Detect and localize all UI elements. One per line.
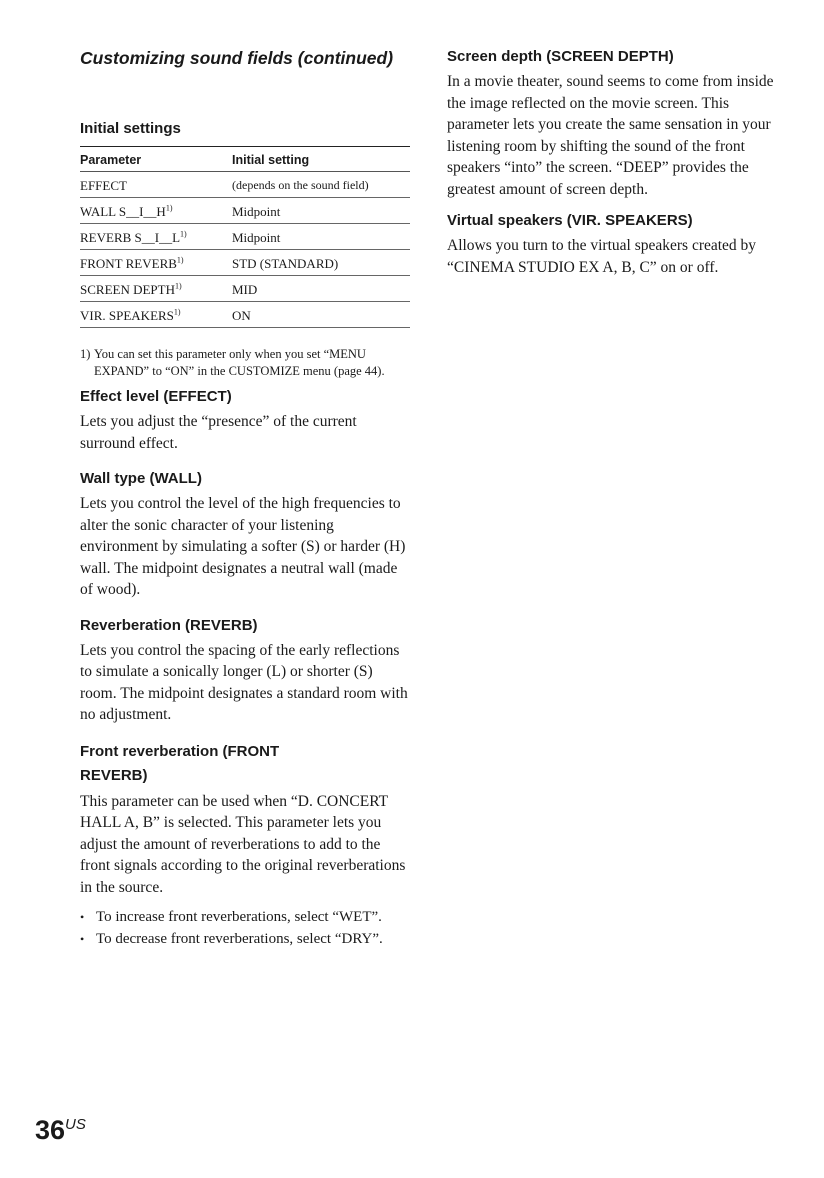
bullet-list bbox=[80, 906, 410, 950]
section-heading: Front reverberation (FRONT REVERB) bbox=[80, 742, 280, 784]
section-body: Lets you control the level of the high frequencies to alter the sonic character of your listening environment by simulating a softer (S) or harder (H) wall. The midpoint designates a neutral wall (made of wood). bbox=[80, 495, 406, 598]
section-heading: Screen depth (SCREEN DEPTH) bbox=[447, 48, 674, 65]
table-row bbox=[80, 302, 410, 328]
value-cell: Midpoint bbox=[232, 224, 410, 250]
footnote-text: You can set this parameter only when you set “MENU EXPAND” to “ON” in the CUSTOMIZE menu (page 44). bbox=[94, 347, 385, 378]
left-column bbox=[80, 46, 410, 950]
param-cell: FRONT REVERB$^{1)}$ bbox=[80, 250, 232, 276]
section-body: In a movie theater, sound seems to come from inside the image reflected on the movie screen. This parameter lets you create the same sensation in your listening room by shifting the sound of the front speakers “into” the screen. “DEEP” provides the greatest amount of screen depth. bbox=[447, 73, 774, 198]
param-cell: SCREEN DEPTH$^{1)}$ bbox=[80, 276, 232, 302]
section-heading: Reverberation (REVERB) bbox=[80, 616, 258, 634]
bullet-icon: • bbox=[80, 932, 85, 946]
list-item: • To decrease front reverberations, select “DRY”. bbox=[80, 928, 410, 950]
section-front-reverberation bbox=[80, 740, 410, 951]
bullet-icon: • bbox=[80, 910, 85, 924]
list-item: • To increase front reverberations, select “WET”. bbox=[80, 906, 410, 928]
value-cell: ON bbox=[232, 302, 410, 328]
section-reverberation bbox=[80, 615, 410, 726]
section-effect-level bbox=[80, 386, 410, 454]
footnote-marker: 1) bbox=[80, 347, 91, 361]
table-row bbox=[80, 276, 410, 302]
section-heading: Wall type (WALL) bbox=[80, 470, 202, 487]
param-cell: EFFECT bbox=[80, 172, 232, 198]
value-cell: MID bbox=[232, 276, 410, 302]
section-heading: Effect level (EFFECT) bbox=[80, 388, 232, 405]
section-heading: Virtual speakers (VIR. SPEAKERS) bbox=[447, 212, 693, 229]
value-cell: Midpoint bbox=[232, 198, 410, 224]
column-header-parameter: Parameter bbox=[80, 147, 232, 172]
footnote bbox=[80, 346, 410, 380]
table-header-row bbox=[80, 147, 410, 172]
table-row bbox=[80, 172, 410, 198]
section-wall-type bbox=[80, 468, 410, 601]
right-column bbox=[447, 46, 777, 278]
column-header-initial-setting: Initial setting bbox=[232, 147, 410, 172]
table-row bbox=[80, 224, 410, 250]
table-row bbox=[80, 250, 410, 276]
page-number: $36^{US}$ bbox=[35, 1115, 86, 1145]
section-screen-depth bbox=[447, 46, 777, 200]
section-body: Lets you adjust the “presence” of the current surround effect. bbox=[80, 413, 357, 452]
initial-settings-table bbox=[80, 146, 410, 328]
param-cell: WALL $S\_\_I\_\_H^{1)}$ bbox=[80, 198, 232, 224]
param-cell: REVERB $S\_\_I\_\_L^{1)}$ bbox=[80, 224, 232, 250]
table-row bbox=[80, 198, 410, 224]
section-body: Lets you control the spacing of the early reflections to simulate a sonically longer (L) or shorter (S) room. The midpoint designates a standard room with no adjustment. bbox=[80, 641, 408, 723]
param-cell: VIR. SPEAKERS$^{1)}$ bbox=[80, 302, 232, 328]
section-body: This parameter can be used when “D. CONCERT HALL A, B” is selected. This parameter lets you adjust the amount of reverberations to add to the front signals according to the original reverberations in the source. bbox=[80, 792, 406, 896]
section-body: Allows you turn to the virtual speakers created by “CINEMA STUDIO EX A, B, C” on or off. bbox=[447, 237, 757, 276]
value-cell: STD (STANDARD) bbox=[232, 250, 410, 276]
section-virtual-speakers bbox=[447, 210, 777, 278]
page-title: Customizing sound fields (continued) bbox=[80, 48, 394, 68]
value-cell: (depends on the sound field) bbox=[232, 172, 410, 198]
initial-settings-heading: Initial settings bbox=[80, 120, 181, 137]
